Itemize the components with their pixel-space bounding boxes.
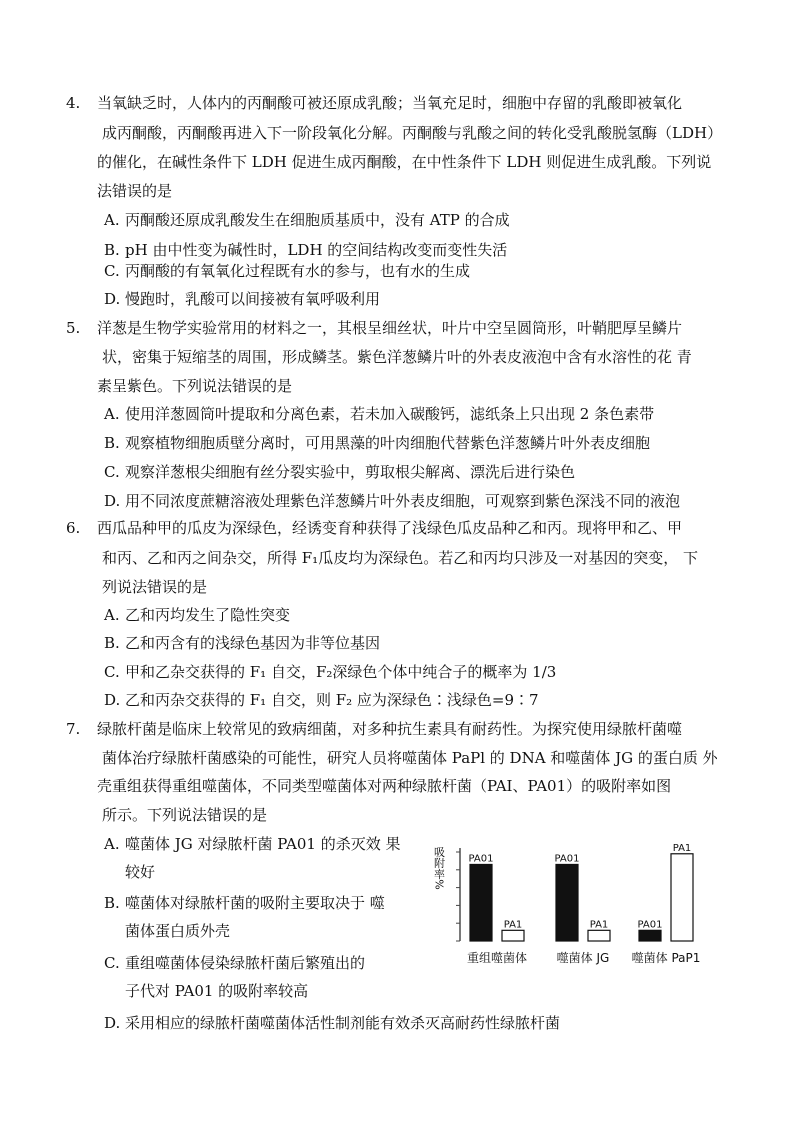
option-text: 子代对 PA01 的吸附率较高 — [125, 982, 309, 1000]
bar — [556, 864, 578, 941]
question-stem-line: 和丙、乙和丙之间杂交，所得 F₁瓜皮均为深绿色。若乙和丙均只涉及一对基因的突变， 下 — [102, 549, 698, 567]
option-letter: B. — [104, 241, 120, 259]
option-letter: D. — [104, 492, 121, 510]
x-category-label: 噬菌体 JG — [556, 951, 610, 965]
question-number: 5. — [66, 319, 81, 337]
question-stem-line: 西瓜品种甲的瓜皮为深绿色，经诱变育种获得了浅绿色瓜皮品种乙和丙。现将甲和乙、甲 — [97, 519, 683, 537]
question-stem-line: 法错误的是 — [97, 182, 173, 200]
option-text: 菌体蛋白质外壳 — [125, 922, 231, 940]
bar — [588, 930, 610, 941]
option-text: 乙和丙含有的浅绿色基因为非等位基因 — [125, 634, 381, 652]
option-text: 噬菌体对绿脓杆菌的吸附主要取决于 噬 — [125, 894, 385, 912]
option-text: 丙酮酸的有氧氧化过程既有水的参与，也有水的生成 — [125, 262, 471, 280]
bar — [502, 930, 524, 941]
question-number: 6. — [66, 519, 81, 537]
question-stem-line: 壳重组获得重组噬菌体，不同类型噬菌体对两种绿脓杆菌（PAI、PA01）的吸附率如图 — [97, 777, 672, 795]
option-text: 噬菌体 JG 对绿脓杆菌 PA01 的杀灭效 果 — [125, 835, 401, 853]
option-letter: C. — [104, 954, 120, 972]
bar — [639, 930, 661, 941]
y-axis-label: 吸附率% — [432, 846, 446, 890]
option-text: 观察植物细胞质壁分离时，可用黑藻的叶肉细胞代替紫色洋葱鳞片叶外表皮细胞 — [125, 434, 651, 452]
question-stem-line: 的催化，在碱性条件下 LDH 促进生成丙酮酸，在中性条件下 LDH 则促进生成乳酸。下列说 — [97, 153, 712, 171]
x-category-label: 重组噬菌体 — [466, 951, 528, 965]
option-text: 乙和丙均发生了隐性突变 — [125, 606, 291, 624]
option-text: 采用相应的绿脓杆菌噬菌体活性制剂能有效杀灭高耐药性绿脓杆菌 — [125, 1014, 561, 1032]
option-letter: A. — [104, 606, 120, 624]
bar — [470, 864, 492, 941]
option-letter: C. — [104, 463, 120, 481]
option-letter: D. — [104, 1014, 121, 1032]
bar-series-label: PA01 — [637, 919, 663, 931]
bar-series-label: PA1 — [672, 842, 692, 854]
option-text: 观察洋葱根尖细胞有丝分裂实验中，剪取根尖解离、漂洗后进行染色 — [125, 463, 576, 481]
question-stem-line: 洋葱是生物学实验常用的材料之一，其根呈细丝状，叶片中空呈圆筒形，叶鞘肥厚呈鳞片 — [97, 319, 683, 337]
option-letter: A. — [104, 211, 120, 229]
question-stem-line: 素呈紫色。下列说法错误的是 — [97, 377, 293, 395]
adsorption-bar-chart — [425, 838, 725, 973]
option-text: 丙酮酸还原成乳酸发生在细胞质基质中，没有 ATP 的合成 — [125, 211, 510, 229]
x-category-label: 噬菌体 PaP1 — [631, 951, 701, 965]
bar-series-label: PA1 — [503, 919, 523, 931]
question-stem-line: 当氧缺乏时，人体内的丙酮酸可被还原成乳酸；当氧充足时，细胞中存留的乳酸即被氧化 — [97, 94, 683, 112]
option-text: 甲和乙杂交获得的 F₁ 自交，F₂深绿色个体中纯合子的概率为 1/3 — [125, 663, 557, 681]
option-letter: B. — [104, 434, 120, 452]
option-text: pH 由中性变为碱性时，LDH 的空间结构改变而变性失活 — [125, 241, 508, 259]
option-text: 使用洋葱圆筒叶提取和分离色素，若未加入碳酸钙，滤纸条上只出现 2 条色素带 — [125, 405, 655, 423]
question-number: 7. — [66, 720, 81, 738]
option-text: 慢跑时，乳酸可以间接被有氧呼吸利用 — [125, 290, 381, 308]
option-letter: A. — [104, 405, 120, 423]
bar-series-label: PA1 — [589, 919, 609, 931]
option-text: 较好 — [125, 863, 156, 881]
question-stem-line: 绿脓杆菌是临床上较常见的致病细菌，对多种抗生素具有耐药性。为探究使用绿脓杆菌噬 — [97, 720, 683, 738]
option-letter: A. — [104, 835, 120, 853]
bar — [671, 854, 693, 941]
option-letter: C. — [104, 262, 120, 280]
option-letter: D. — [104, 290, 121, 308]
option-text: 乙和丙杂交获得的 F₁ 自交，则 F₂ 应为深绿色∶浅绿色=9∶7 — [125, 691, 539, 709]
option-text: 重组噬菌体侵染绿脓杆菌后繁殖出的 — [125, 954, 366, 972]
option-letter: D. — [104, 691, 121, 709]
option-letter: C. — [104, 663, 120, 681]
question-stem-line: 所示。下列说法错误的是 — [102, 806, 268, 824]
question-stem-line: 成丙酮酸，丙酮酸再进入下一阶段氧化分解。丙酮酸与乳酸之间的转化受乳酸脱氢酶（LDH） — [102, 124, 723, 142]
bar-series-label: PA01 — [468, 853, 494, 865]
bar-series-label: PA01 — [554, 853, 580, 865]
question-stem-line: 状，密集于短缩茎的周围，形成鳞茎。紫色洋葱鳞片叶的外表皮液泡中含有水溶性的花 青 — [102, 348, 692, 366]
option-letter: B. — [104, 634, 120, 652]
question-stem-line: 列说法错误的是 — [102, 578, 208, 596]
question-stem-line: 菌体治疗绿脓杆菌感染的可能性，研究人员将噬菌体 PaPl 的 DNA 和噬菌体 JG 的蛋白质 外 — [102, 749, 718, 767]
option-text: 用不同浓度蔗糖溶液处理紫色洋葱鳞片叶外表皮细胞，可观察到紫色深浅不同的液泡 — [125, 492, 681, 510]
question-number: 4. — [66, 94, 81, 112]
option-letter: B. — [104, 894, 120, 912]
